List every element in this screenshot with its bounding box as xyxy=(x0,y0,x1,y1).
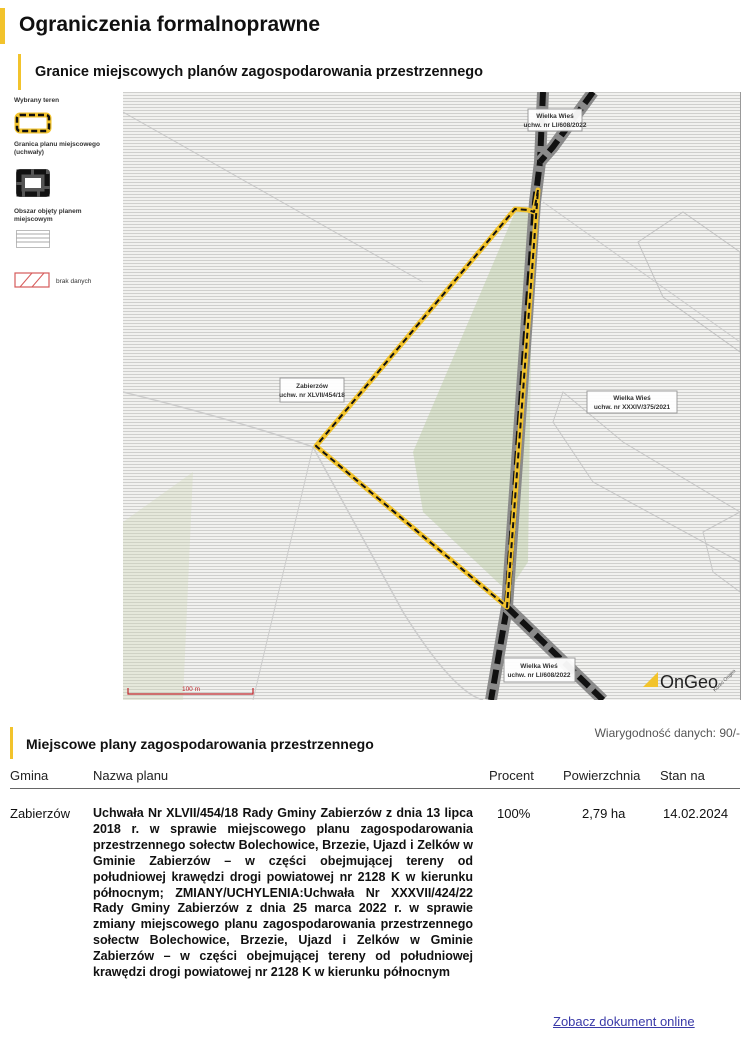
plan-area-icon xyxy=(16,230,50,248)
map-label-left-line2: uchw. nr XLVII/454/18 xyxy=(279,392,345,399)
selected-area-icon xyxy=(14,112,52,134)
col-procent: Procent xyxy=(489,768,534,783)
map-label-bottom-line2: uchw. nr LI/608/2022 xyxy=(507,672,571,679)
section-heading xyxy=(0,8,321,44)
plans-heading xyxy=(10,727,374,759)
cell-nazwa: Uchwała Nr XLVII/454/18 Rady Gminy Zabierzów z dnia 13 lipca 2018 r. w sprawie miejscowego planu zagospodarowania przestrzennego sołectw Bolechowice, Brzezie, Ujazd i Zelków w Gminie Zabierzów – w części obejmującej tereny od południowej krawędzi drogi powiatowej nr 2128 K w kierunku północnym; ZMIANY/UCHYLENIA:Uchwała Nr XXXVII/424/22 Rady Gminy Zabierzów z dnia 25 marca 2022 r. w sprawie zmiany miejscowego planu zagospodarowania przestrzennego sołectw Bolechowice, Brzezie, Ujazd i Zelków w Gminie Zabierzów – w części obejmującej tereny od południowej krawędzi drogi powiatowej nr 2128 K w kierunku północnym xyxy=(93,806,473,980)
col-nazwa: Nazwa planu xyxy=(93,768,169,783)
map-title: Granice miejscowych planów zagospodarowania przestrzennego xyxy=(35,64,483,80)
cell-gmina: Zabierzów xyxy=(10,806,70,821)
legend-label-plan-boundary: Granica planu miejscowego (uchwały) xyxy=(14,141,100,156)
no-data-icon xyxy=(14,272,50,288)
map-label-right-line2: uchw. nr XXXIV/375/2021 xyxy=(593,404,671,411)
map-label-top-line2: uchw. nr LI/608/2022 xyxy=(523,122,587,129)
svg-text:Konto Ongeo: Konto Ongeo xyxy=(712,668,738,694)
svg-text:100 m: 100 m xyxy=(181,686,201,693)
view-document-link[interactable]: Zobacz dokument online xyxy=(553,1014,695,1029)
cell-procent: 100% xyxy=(497,806,531,821)
subsection-heading xyxy=(18,54,483,90)
map-view[interactable] xyxy=(123,92,741,700)
col-stan-na: Stan na xyxy=(660,768,705,783)
cell-powierzchnia: 2,79 ha xyxy=(582,806,626,821)
cell-stan-na: 14.02.2024 xyxy=(663,806,729,821)
col-powierzchnia: Powierzchnia xyxy=(563,768,641,783)
legend-label-selected-area: Wybrany teren xyxy=(14,97,60,104)
legend-label-no-data: brak danych xyxy=(56,278,92,285)
plans-title: Miejscowe plany zagospodarowania przestrzennego xyxy=(26,736,374,752)
svg-text:OnGeo: OnGeo xyxy=(660,672,719,692)
map-canvas[interactable] xyxy=(123,92,740,700)
plan-boundary-icon xyxy=(14,167,52,199)
plans-table-header xyxy=(10,762,740,789)
data-reliability: Wiarygodność danych: 90/- xyxy=(594,726,740,740)
legend-label-plan-area: Obszar objęty planem miejscowym xyxy=(14,208,82,223)
map-label-right-line1: Wielka Wieś xyxy=(613,395,651,402)
map-label-top-line1: Wielka Wieś xyxy=(536,113,574,120)
map-label-left-line1: Zabierzów xyxy=(296,383,328,390)
page-title: Ograniczenia formalnoprawne xyxy=(19,13,321,36)
map-label-bottom-line1: Wielka Wieś xyxy=(520,663,558,670)
col-gmina: Gmina xyxy=(10,768,49,783)
